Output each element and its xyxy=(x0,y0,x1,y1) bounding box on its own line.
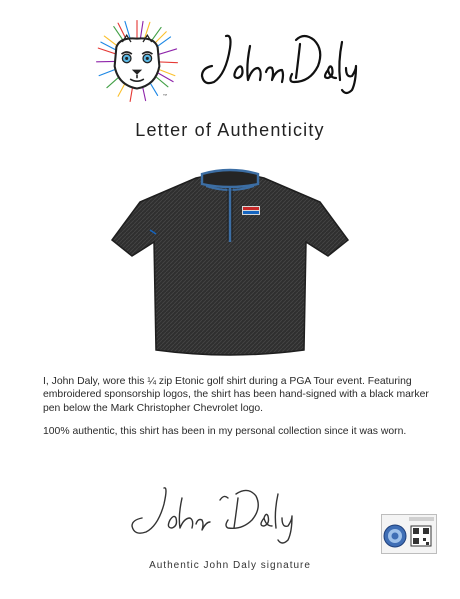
header-signature-icon xyxy=(196,26,366,98)
hologram-sticker-icon xyxy=(381,514,437,554)
description-paragraph-2: 100% authentic, this shirt has been in my personal collection since it was worn. xyxy=(43,426,407,438)
lion-logo-icon xyxy=(94,18,180,104)
svg-text:™: ™ xyxy=(162,93,168,99)
description-paragraph-1: I, John Daly, wore this ¼ zip Etonic golf shirt during a PGA Tour event. Featuring embroidered sponsorship logos, the shirt has been hand-signed with a black marker pen below the Mark Christopher Chevrolet logo. xyxy=(43,376,429,414)
document-title: Letter of Authenticity xyxy=(135,120,325,140)
shirt-photo xyxy=(110,160,350,360)
signature-caption: Authentic John Daly signature xyxy=(149,560,311,571)
signature-icon xyxy=(124,482,304,546)
description-body xyxy=(43,375,433,449)
